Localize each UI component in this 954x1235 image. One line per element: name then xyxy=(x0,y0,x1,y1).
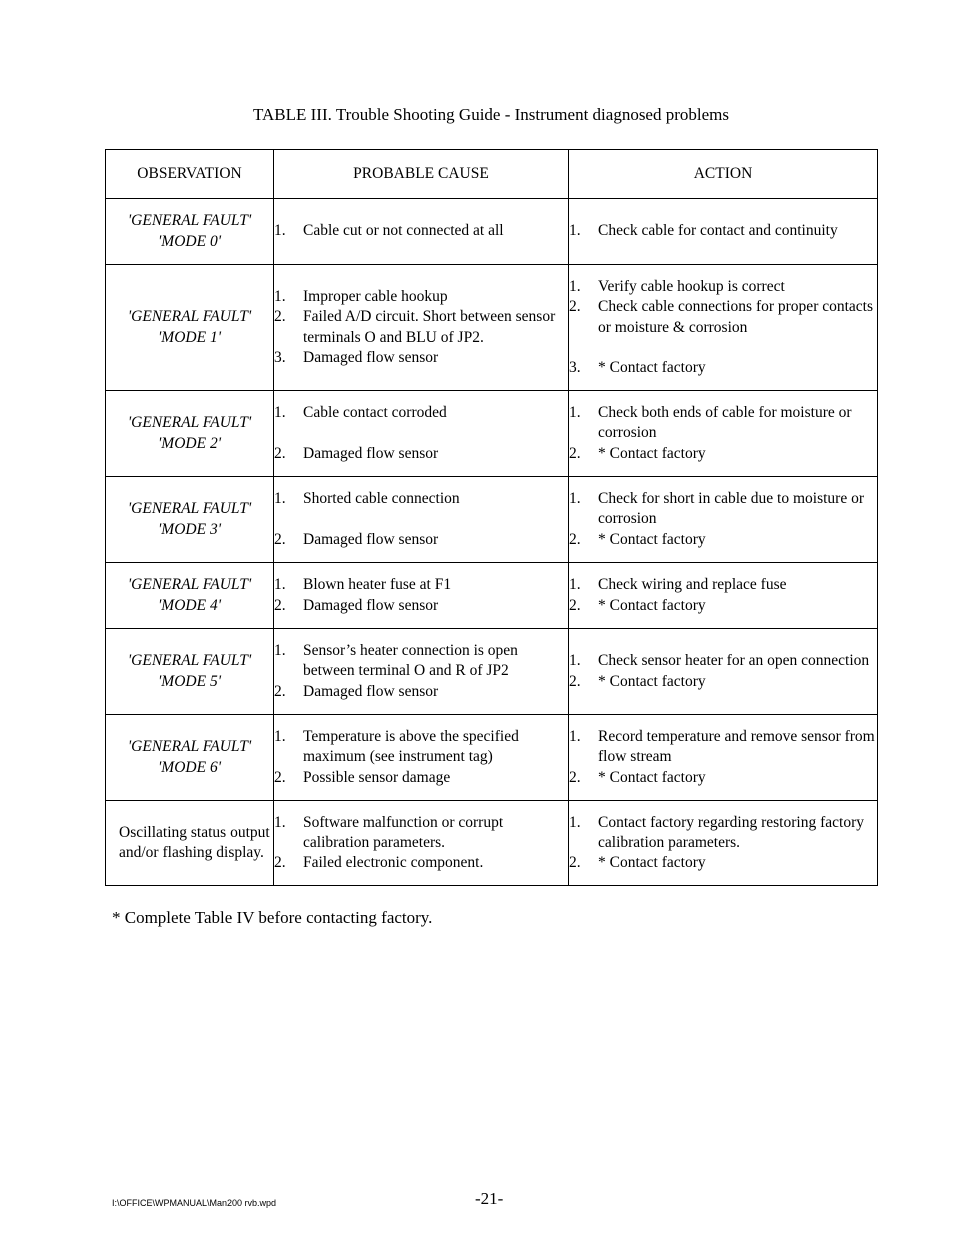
list-item xyxy=(569,768,877,788)
item-number: 1. xyxy=(569,490,581,508)
action-cell xyxy=(569,391,878,477)
item-number: 1. xyxy=(274,490,286,508)
table-row xyxy=(106,477,878,563)
observation-cell xyxy=(106,629,274,715)
item-text: Cable contact corroded xyxy=(303,404,447,422)
item-number: 2. xyxy=(569,530,581,548)
item-number: 1. xyxy=(569,222,581,240)
item-text: Record temperature and remove sensor from flow stream xyxy=(598,728,875,766)
item-text: * Contact factory xyxy=(598,596,706,614)
list-item xyxy=(274,596,568,616)
observation-cell xyxy=(106,199,274,265)
item-text: Verify cable hookup is correct xyxy=(598,277,785,295)
item-text: Check both ends of cable for moisture or corrosion xyxy=(598,404,852,442)
item-number: 1. xyxy=(569,652,581,670)
item-number: 3. xyxy=(569,358,581,376)
list-item xyxy=(274,287,568,307)
cause-cell xyxy=(274,629,569,715)
item-text: * Contact factory xyxy=(598,530,706,548)
item-text: Temperature is above the specified maximum (see instrument tag) xyxy=(303,728,519,766)
observation-line: 'GENERAL FAULT' xyxy=(127,212,252,230)
table-row xyxy=(106,563,878,629)
spacer xyxy=(274,424,568,444)
item-number: 1. xyxy=(274,404,286,422)
item-number: 2. xyxy=(274,596,286,614)
item-number: 2. xyxy=(274,308,286,326)
item-text: * Contact factory xyxy=(598,768,706,786)
list-item xyxy=(569,651,877,671)
spacer xyxy=(274,510,568,530)
list-item xyxy=(569,297,877,338)
action-cell xyxy=(569,265,878,391)
item-number: 2. xyxy=(569,672,581,690)
cause-cell xyxy=(274,265,569,391)
item-number: 1. xyxy=(274,813,286,831)
observation-line: 'GENERAL FAULT' xyxy=(127,414,252,432)
list-item xyxy=(569,672,877,692)
item-text: Failed A/D circuit. Short between sensor terminals O and BLU of JP2. xyxy=(303,308,556,346)
list-item xyxy=(274,348,568,368)
action-cell xyxy=(569,199,878,265)
action-cell xyxy=(569,477,878,563)
action-cell xyxy=(569,563,878,629)
cause-cell xyxy=(274,715,569,801)
cause-cell xyxy=(274,477,569,563)
list-item xyxy=(274,221,568,241)
item-number: 3. xyxy=(274,348,286,366)
item-number: 1. xyxy=(569,576,581,594)
cause-cell xyxy=(274,391,569,477)
item-number: 2. xyxy=(274,768,286,786)
list-item xyxy=(569,489,877,530)
action-cell xyxy=(569,801,878,886)
item-number: 2. xyxy=(569,298,581,316)
table-row xyxy=(106,629,878,715)
list-item xyxy=(569,727,877,768)
item-text: Check wiring and replace fuse xyxy=(598,576,787,594)
table-row xyxy=(106,715,878,801)
list-item xyxy=(274,444,568,464)
item-text: Check for short in cable due to moisture or corrosion xyxy=(598,490,865,528)
item-number: 1. xyxy=(569,277,581,295)
list-item xyxy=(569,853,877,873)
table-row xyxy=(106,801,878,886)
item-text: Possible sensor damage xyxy=(303,768,451,786)
list-item xyxy=(274,641,568,682)
list-item xyxy=(274,403,568,423)
table-header-row xyxy=(106,150,878,199)
list-item xyxy=(569,277,877,297)
list-item xyxy=(569,221,877,241)
item-number: 1. xyxy=(569,404,581,422)
observation-cell xyxy=(106,265,274,391)
item-text: Failed electronic component. xyxy=(303,854,484,872)
troubleshooting-table xyxy=(105,149,878,886)
item-text: Contact factory regarding restoring factory calibration parameters. xyxy=(598,813,864,851)
observation-line: 'MODE 5' xyxy=(157,672,222,690)
list-item xyxy=(569,403,877,444)
item-text: * Contact factory xyxy=(598,672,706,690)
item-text: Shorted cable connection xyxy=(303,490,460,508)
item-text: Sensor’s heater connection is open between terminal O and R of JP2 xyxy=(303,642,518,680)
observation-text: Oscillating status output and/or flashing display. xyxy=(119,823,270,861)
list-item xyxy=(274,813,568,854)
table-row xyxy=(106,265,878,391)
list-item xyxy=(274,682,568,702)
header-action: ACTION xyxy=(569,150,878,199)
observation-line: 'GENERAL FAULT' xyxy=(127,500,252,518)
observation-line: 'MODE 1' xyxy=(157,328,222,346)
list-item xyxy=(274,489,568,509)
item-number: 2. xyxy=(569,854,581,872)
observation-cell xyxy=(106,391,274,477)
observation-cell xyxy=(106,715,274,801)
item-number: 2. xyxy=(569,444,581,462)
observation-cell xyxy=(106,477,274,563)
observation-cell xyxy=(106,563,274,629)
file-path: I:\OFFICE\WPMANUAL\Man200 rvb.wpd xyxy=(112,1198,277,1208)
list-item xyxy=(569,530,877,550)
observation-line: 'MODE 6' xyxy=(157,758,222,776)
item-number: 2. xyxy=(274,854,286,872)
list-item xyxy=(569,575,877,595)
page-number: -21- xyxy=(475,1189,504,1208)
list-item xyxy=(274,768,568,788)
action-cell xyxy=(569,715,878,801)
item-text: Check sensor heater for an open connection xyxy=(598,652,870,670)
item-text: Software malfunction or corrupt calibration parameters. xyxy=(303,813,504,851)
list-item xyxy=(569,596,877,616)
item-number: 1. xyxy=(569,728,581,746)
cause-cell xyxy=(274,199,569,265)
cause-cell xyxy=(274,801,569,886)
item-text: Check cable connections for proper contacts or moisture & corrosion xyxy=(598,298,874,336)
list-item xyxy=(569,813,877,854)
cause-cell xyxy=(274,563,569,629)
observation-line: 'MODE 4' xyxy=(157,596,222,614)
list-item xyxy=(274,575,568,595)
item-number: 1. xyxy=(274,287,286,305)
footnote: * Complete Table IV before contacting factory. xyxy=(112,908,433,927)
item-text: Damaged flow sensor xyxy=(303,596,439,614)
observation-line: 'GENERAL FAULT' xyxy=(127,738,252,756)
table-caption: TABLE III. Trouble Shooting Guide - Instrument diagnosed problems xyxy=(252,105,729,124)
item-text: * Contact factory xyxy=(598,854,706,872)
item-text: Damaged flow sensor xyxy=(303,348,439,366)
item-text: * Contact factory xyxy=(598,444,706,462)
item-text: Improper cable hookup xyxy=(303,287,448,305)
table-row xyxy=(106,199,878,265)
item-text: Blown heater fuse at F1 xyxy=(303,576,452,594)
item-number: 2. xyxy=(274,682,286,700)
observation-line: 'MODE 0' xyxy=(157,232,222,250)
list-item xyxy=(569,444,877,464)
list-item xyxy=(274,530,568,550)
list-item xyxy=(569,358,877,378)
header-observation: OBSERVATION xyxy=(106,150,274,199)
item-text: * Contact factory xyxy=(598,358,706,376)
list-item xyxy=(274,307,568,348)
list-item xyxy=(274,853,568,873)
list-item xyxy=(274,727,568,768)
spacer xyxy=(569,338,877,358)
item-text: Damaged flow sensor xyxy=(303,530,439,548)
observation-line: 'GENERAL FAULT' xyxy=(127,576,252,594)
observation-line: 'GENERAL FAULT' xyxy=(127,652,252,670)
item-number: 1. xyxy=(274,576,286,594)
table-row xyxy=(106,391,878,477)
item-number: 2. xyxy=(569,596,581,614)
item-number: 2. xyxy=(569,768,581,786)
observation-line: 'MODE 3' xyxy=(157,520,222,538)
item-text: Damaged flow sensor xyxy=(303,444,439,462)
item-text: Damaged flow sensor xyxy=(303,682,439,700)
observation-line: 'MODE 2' xyxy=(157,434,222,452)
item-text: Cable cut or not connected at all xyxy=(303,222,504,240)
observation-cell xyxy=(106,801,274,886)
action-cell xyxy=(569,629,878,715)
observation-line: 'GENERAL FAULT' xyxy=(127,308,252,326)
item-number: 1. xyxy=(274,222,286,240)
item-text: Check cable for contact and continuity xyxy=(598,222,838,240)
item-number: 1. xyxy=(274,642,286,660)
item-number: 1. xyxy=(274,728,286,746)
header-probable-cause: PROBABLE CAUSE xyxy=(274,150,569,199)
item-number: 2. xyxy=(274,530,286,548)
item-number: 1. xyxy=(569,813,581,831)
item-number: 2. xyxy=(274,444,286,462)
